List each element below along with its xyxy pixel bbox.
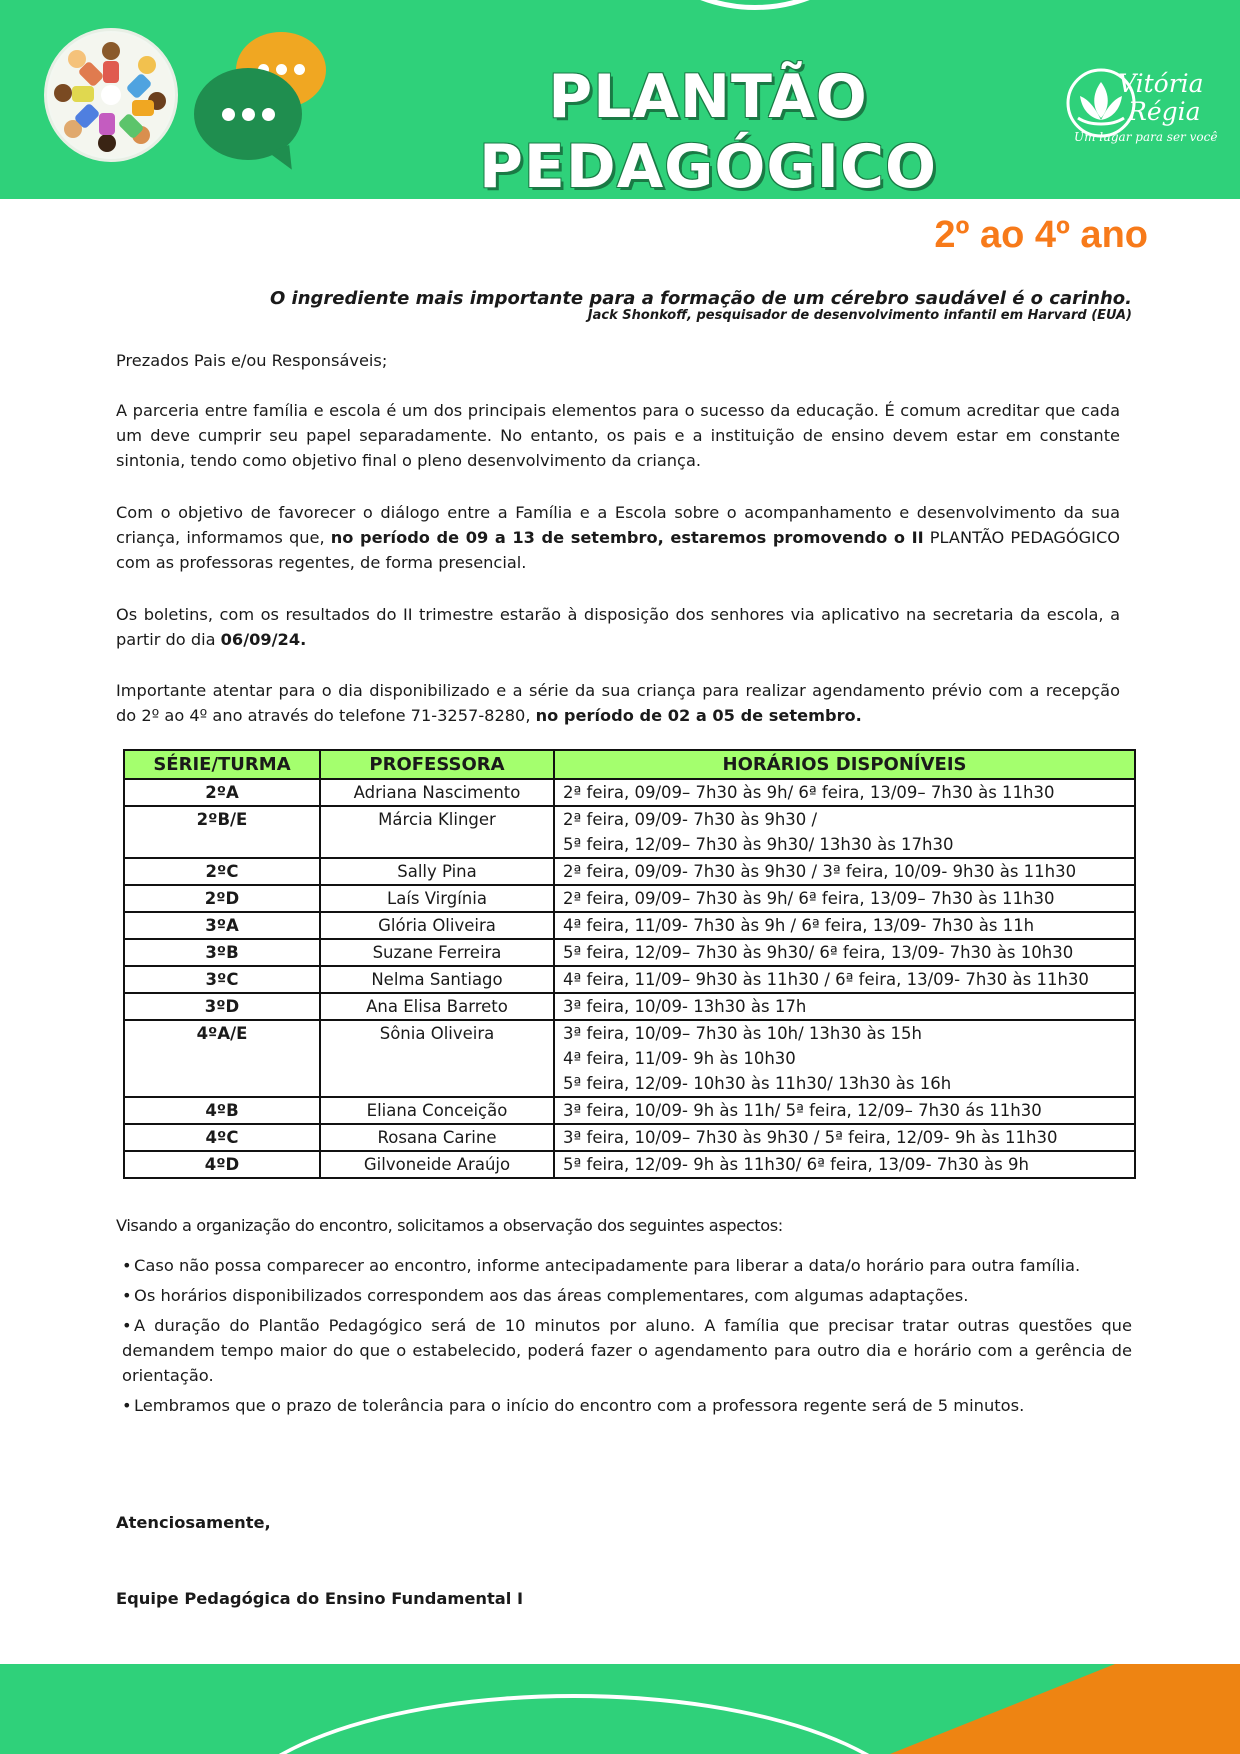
cell-turma: 3ºC [124, 966, 320, 993]
horario-line: 4ª feira, 11/09- 7h30 às 9h / 6ª feira, 13/09- 7h30 às 11h [563, 916, 1035, 935]
paragraph-announcement [116, 500, 1120, 575]
table-row [124, 912, 1135, 939]
horario-line: 5ª feira, 12/09– 7h30 às 9h30/ 13h30 às 17h30 [563, 835, 954, 854]
cell-professora: Glória Oliveira [320, 912, 554, 939]
paragraph-bold-text: no período de 02 a 05 de setembro. [535, 706, 862, 725]
list-item [122, 1253, 1132, 1278]
table-row [124, 806, 1135, 858]
speech-bubbles-icon [194, 68, 302, 160]
table-row [124, 858, 1135, 885]
cell-horarios [554, 912, 1135, 939]
paragraph-bold-text: 06/09/24. [220, 630, 307, 649]
cell-professora: Nelma Santiago [320, 966, 554, 993]
paragraph-text: PLANTÃO PEDAGÓGICO com as professoras regentes, de forma presencial. [116, 528, 1120, 572]
paragraph-report-cards [116, 602, 1120, 652]
table-body [124, 779, 1135, 1178]
cell-turma: 2ºB/E [124, 806, 320, 858]
cell-professora: Eliana Conceição [320, 1097, 554, 1124]
cell-turma: 4ºB [124, 1097, 320, 1124]
cell-horarios [554, 1020, 1135, 1097]
decorative-arc [220, 1694, 928, 1754]
table-row [124, 1151, 1135, 1178]
signature: Equipe Pedagógica do Ensino Fundamental I [116, 1589, 524, 1608]
cell-turma: 3ºB [124, 939, 320, 966]
paragraph-bold-text: no período de 09 a 13 de setembro, estaremos promovendo o II [330, 528, 924, 547]
horario-line: 3ª feira, 10/09- 13h30 às 17h [563, 997, 807, 1016]
paragraph-partnership: A parceria entre família e escola é um dos principais elementos para o sucesso da educação. É comum acreditar que cada um deve cumprir seu papel separadamente. No entanto, os pais e a instituição de ensino devem estar em constante sintonia, tendo como objetivo final o pleno desenvolvimento da criança. [116, 401, 1120, 470]
column-header-professora: PROFESSORA [320, 750, 554, 779]
cell-professora: Márcia Klinger [320, 806, 554, 858]
table-row [124, 1020, 1135, 1097]
list-item-text: Caso não possa comparecer ao encontro, informe antecipadamente para liberar a data/o horário para outra família. [134, 1256, 1081, 1275]
list-item [122, 1313, 1132, 1388]
list-item-text: A duração do Plantão Pedagógico será de 10 minutos por aluno. A família que precisar tratar outras questões que demandem tempo maior do que o estabelecido, poderá fazer o agendamento para outro dia e horário com a gerência de orientação. [122, 1316, 1132, 1385]
horario-line: 2ª feira, 09/09– 7h30 às 9h/ 6ª feira, 13/09– 7h30 às 11h30 [563, 889, 1055, 908]
table-row [124, 1097, 1135, 1124]
cell-horarios [554, 806, 1135, 858]
logo-name-line1: Vitória [1118, 69, 1204, 98]
cell-professora: Gilvoneide Araújo [320, 1151, 554, 1178]
cell-horarios [554, 939, 1135, 966]
list-item-text: Lembramos que o prazo de tolerância para o início do encontro com a professora regente será de 5 minutos. [134, 1396, 1025, 1415]
horario-line: 2ª feira, 09/09- 7h30 às 9h30 / 3ª feira, 10/09- 9h30 às 11h30 [563, 862, 1077, 881]
cell-turma: 2ºD [124, 885, 320, 912]
horario-line: 4ª feira, 11/09– 9h30 às 11h30 / 6ª feira, 13/09- 7h30 às 11h30 [563, 970, 1089, 989]
horario-line: 2ª feira, 09/09- 7h30 às 9h30 / [563, 810, 818, 829]
aspects-list [122, 1253, 1132, 1423]
cell-horarios [554, 779, 1135, 806]
list-item-text: Os horários disponibilizados correspondem aos das áreas complementares, com algumas adaptações. [134, 1286, 969, 1305]
cell-horarios [554, 993, 1135, 1020]
logo-name-line2: Régia [1128, 97, 1201, 126]
table-header-row [124, 750, 1135, 779]
column-header-turma: SÉRIE/TURMA [124, 750, 320, 779]
cell-horarios [554, 1097, 1135, 1124]
cell-turma: 4ºC [124, 1124, 320, 1151]
cell-professora: Rosana Carine [320, 1124, 554, 1151]
table-row [124, 779, 1135, 806]
horario-line: 4ª feira, 11/09- 9h às 10h30 [563, 1049, 796, 1068]
horario-line: 5ª feira, 12/09– 7h30 às 9h30/ 6ª feira, 13/09- 7h30 às 10h30 [563, 943, 1074, 962]
cell-turma: 2ºC [124, 858, 320, 885]
logo-wordmark [1118, 70, 1228, 126]
table-row [124, 993, 1135, 1020]
table-row [124, 885, 1135, 912]
paragraph-text: Com o objetivo de favorecer o diálogo entre a Família e a Escola sobre o acompanhamento e desenvolvimento da sua criança, informamos que, [116, 503, 1120, 547]
list-item [122, 1283, 1132, 1308]
orange-corner [890, 1664, 1240, 1754]
cell-turma: 4ºD [124, 1151, 320, 1178]
decorative-arc [600, 0, 910, 10]
horario-line: 5ª feira, 12/09- 10h30 às 11h30/ 13h30 às 16h [563, 1074, 952, 1093]
cell-professora: Sônia Oliveira [320, 1020, 554, 1097]
column-header-horarios: HORÁRIOS DISPONÍVEIS [554, 750, 1135, 779]
cell-horarios [554, 1151, 1135, 1178]
list-intro: Visando a organização do encontro, solicitamos a observação dos seguintes aspectos: [116, 1216, 783, 1235]
header-banner [0, 0, 1240, 199]
list-item [122, 1393, 1132, 1418]
cell-turma: 3ºD [124, 993, 320, 1020]
bullet-icon: • [122, 1256, 132, 1275]
cell-horarios [554, 858, 1135, 885]
horario-line: 3ª feira, 10/09– 7h30 às 10h/ 13h30 às 15h [563, 1024, 922, 1043]
cell-professora: Laís Virgínia [320, 885, 554, 912]
cell-turma: 3ºA [124, 912, 320, 939]
cell-turma: 4ºA/E [124, 1020, 320, 1097]
quote-text: O ingrediente mais importante para a formação de um cérebro saudável é o carinho. [269, 288, 1132, 309]
closing: Atenciosamente, [116, 1513, 271, 1532]
bullet-icon: • [122, 1286, 132, 1305]
table-row [124, 939, 1135, 966]
cell-professora: Ana Elisa Barreto [320, 993, 554, 1020]
cell-professora: Adriana Nascimento [320, 779, 554, 806]
table-row [124, 1124, 1135, 1151]
footer-banner [0, 1664, 1240, 1754]
bullet-icon: • [122, 1316, 132, 1335]
paragraph-text: Os boletins, com os resultados do II trimestre estarão à disposição dos senhores via aplicativo na secretaria da escola, a partir do dia [116, 605, 1120, 649]
cell-turma: 2ºA [124, 779, 320, 806]
kids-circle-illustration [44, 28, 178, 162]
paragraph-text: Importante atentar para o dia disponibilizado e a série da sua criança para realizar agendamento prévio com a recepção do 2º ao 4º ano através do telefone 71-3257-8280, [116, 681, 1120, 725]
cell-professora: Suzane Ferreira [320, 939, 554, 966]
grade-range: 2º ao 4º ano [934, 214, 1148, 256]
horario-line: 2ª feira, 09/09– 7h30 às 9h/ 6ª feira, 13/09– 7h30 às 11h30 [563, 783, 1055, 802]
horario-line: 3ª feira, 10/09– 7h30 às 9h30 / 5ª feira, 12/09- 9h às 11h30 [563, 1128, 1058, 1147]
greeting: Prezados Pais e/ou Responsáveis; [116, 351, 388, 370]
schedule-table [123, 749, 1136, 1179]
bullet-icon: • [122, 1396, 132, 1415]
page-title: PLANTÃO PEDAGÓGICO [478, 62, 938, 199]
table-row [124, 966, 1135, 993]
paragraph-scheduling [116, 678, 1120, 728]
horario-line: 5ª feira, 12/09- 9h às 11h30/ 6ª feira, 13/09- 7h30 às 9h [563, 1155, 1029, 1174]
cell-horarios [554, 885, 1135, 912]
quote-author: Jack Shonkoff, pesquisador de desenvolvimento infantil em Harvard (EUA) [587, 308, 1132, 323]
cell-horarios [554, 1124, 1135, 1151]
logo-tagline: Um lugar para ser você [1074, 130, 1218, 144]
horario-line: 3ª feira, 10/09- 9h às 11h/ 5ª feira, 12/09– 7h30 ás 11h30 [563, 1101, 1042, 1120]
cell-professora: Sally Pina [320, 858, 554, 885]
cell-horarios [554, 966, 1135, 993]
